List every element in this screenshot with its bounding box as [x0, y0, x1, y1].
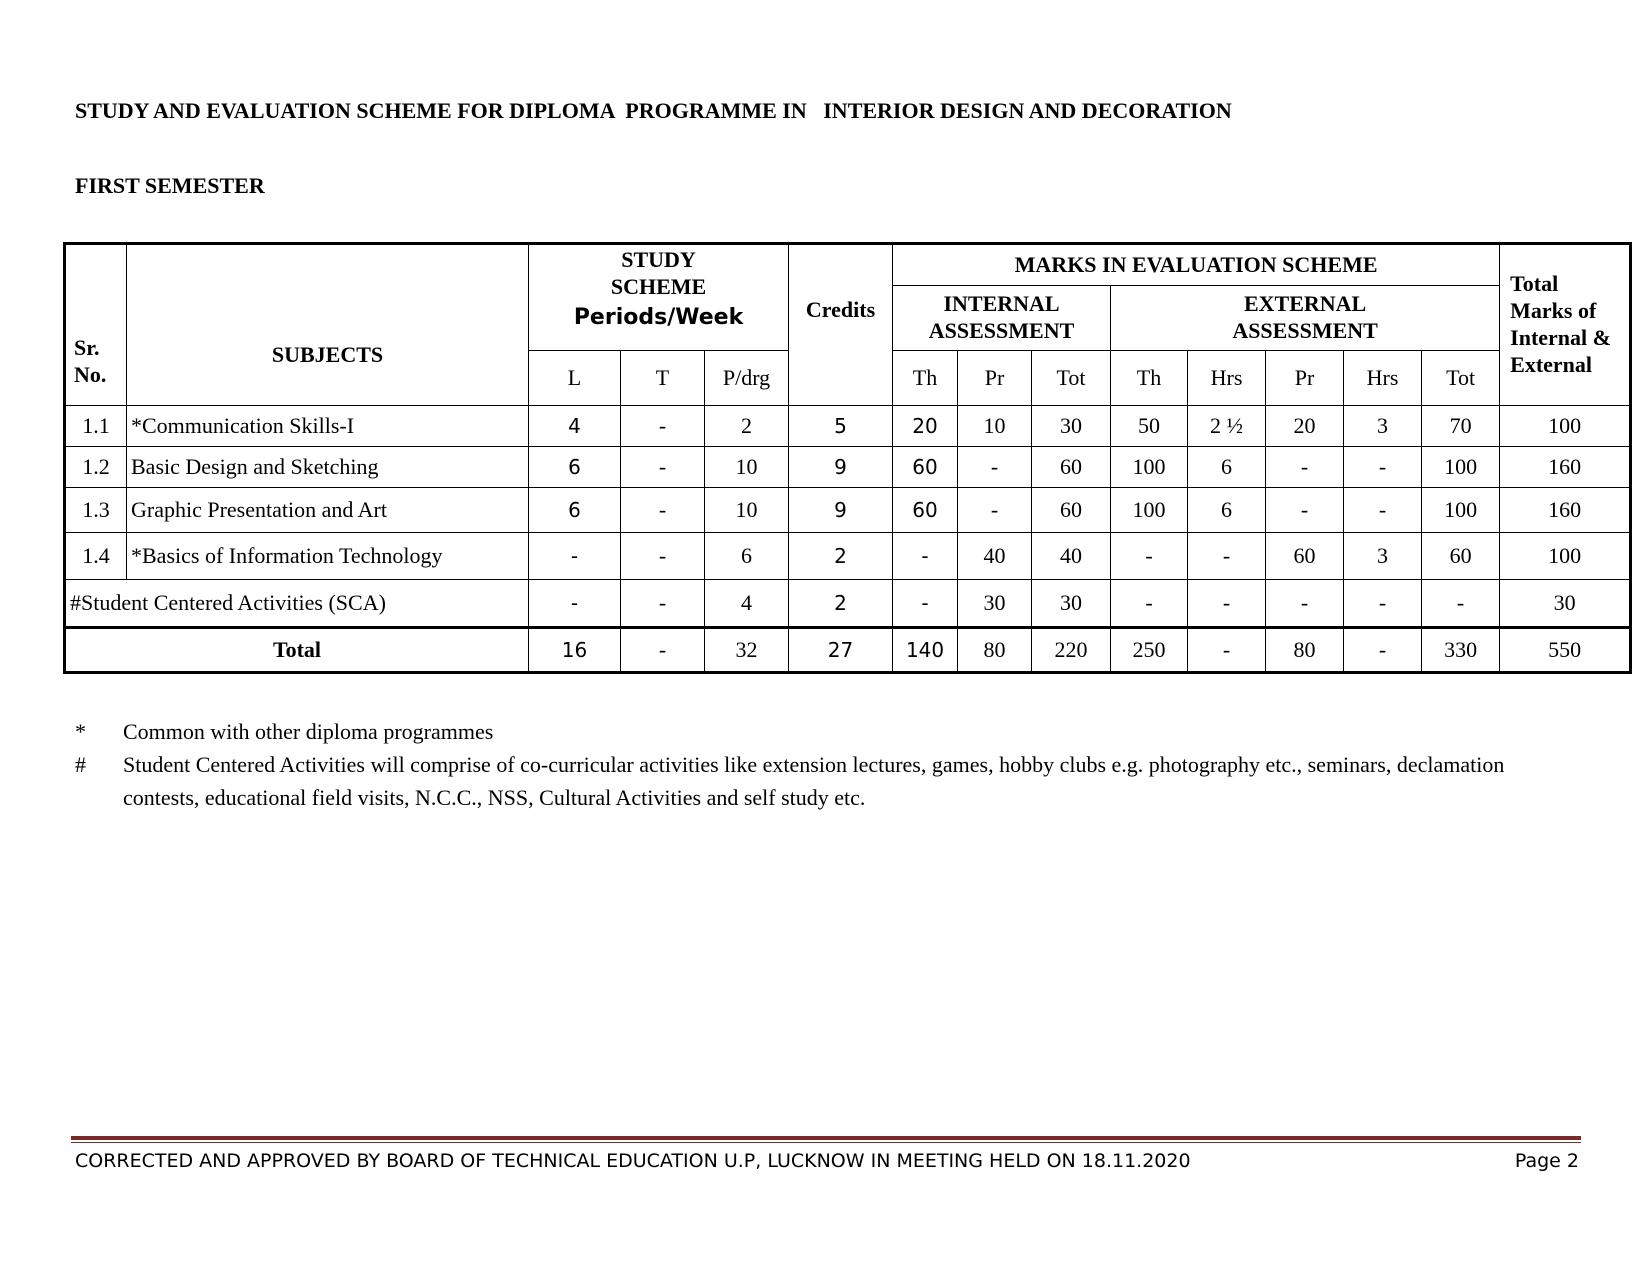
cell-subject: Basic Design and Sketching — [127, 447, 529, 488]
header-credits: Credits — [789, 244, 893, 406]
cell-int-th: - — [893, 580, 958, 628]
header-P: P/drg — [705, 351, 789, 406]
cell-ext-pr: - — [1266, 488, 1344, 533]
header-study-scheme — [529, 244, 789, 351]
cell-P: 10 — [705, 488, 789, 533]
cell-ext-th: 50 — [1111, 406, 1188, 447]
cell-ext-hrs: - — [1344, 447, 1422, 488]
footnote-sca — [75, 748, 1575, 814]
header-ext-th: Th — [1111, 351, 1188, 406]
cell-int-tot: 220 — [1032, 628, 1111, 673]
footnote-mark: * — [75, 719, 86, 744]
cell-total: 160 — [1500, 447, 1631, 488]
evaluation-scheme-table — [63, 242, 1632, 674]
cell-int-th: - — [893, 533, 958, 580]
header-internal-assessment: INTERNAL ASSESSMENT — [893, 286, 1111, 351]
cell-T: - — [621, 488, 705, 533]
header-ext-pr: Pr — [1266, 351, 1344, 406]
header-L: L — [529, 351, 621, 406]
cell-ext-th: - — [1111, 533, 1188, 580]
cell-ext-th: 100 — [1111, 447, 1188, 488]
cell-P: 2 — [705, 406, 789, 447]
header-external-assessment: EXTERNAL ASSESSMENT — [1111, 286, 1500, 351]
footnotes — [75, 715, 1575, 814]
semester-heading: FIRST SEMESTER — [75, 173, 265, 198]
cell-int-tot: 60 — [1032, 447, 1111, 488]
cell-ext-hrs: - — [1188, 533, 1266, 580]
header-T: T — [621, 351, 705, 406]
cell-T: - — [621, 533, 705, 580]
cell-L: 6 — [529, 488, 621, 533]
cell-sr: 1.3 — [65, 488, 127, 533]
header-sr-no: Sr. No. — [65, 244, 127, 406]
cell-credits: 9 — [789, 447, 893, 488]
header-int-tot: Tot — [1032, 351, 1111, 406]
footer-rule-thin — [71, 1142, 1581, 1143]
cell-ext-pr: - — [1266, 447, 1344, 488]
cell-sr: 1.4 — [65, 533, 127, 580]
cell-T: - — [621, 406, 705, 447]
cell-ext-hrs: 3 — [1344, 533, 1422, 580]
cell-ext-th: - — [1111, 580, 1188, 628]
table-row-total — [65, 628, 1631, 673]
footnote-common — [75, 715, 1575, 748]
footer-rule — [71, 1136, 1581, 1140]
cell-int-th: 140 — [893, 628, 958, 673]
cell-credits: 27 — [789, 628, 893, 673]
cell-ext-hrs: - — [1344, 580, 1422, 628]
cell-subject: Graphic Presentation and Art — [127, 488, 529, 533]
cell-P: 4 — [705, 580, 789, 628]
cell-ext-hrs: - — [1344, 488, 1422, 533]
cell-ext-hrs: - — [1188, 580, 1266, 628]
cell-ext-tot: 100 — [1422, 447, 1500, 488]
cell-int-tot: 40 — [1032, 533, 1111, 580]
cell-ext-tot: - — [1422, 580, 1500, 628]
footnote-text: Student Centered Activities will comprise of co-curricular activities like extension lectures, games, hobby clubs e.g. photography etc., seminars, declamation contests, educational field visits, N.C.C., NSS, Cultural Activities and self study etc. — [123, 752, 1505, 810]
cell-int-pr: - — [958, 488, 1032, 533]
table-row — [65, 533, 1631, 580]
cell-int-tot: 60 — [1032, 488, 1111, 533]
cell-L: 16 — [529, 628, 621, 673]
cell-sca-label: #Student Centered Activities (SCA) — [65, 580, 529, 628]
study-scheme-label: STUDY SCHEME — [610, 247, 707, 299]
cell-T: - — [621, 628, 705, 673]
header-ext-hrs: Hrs — [1188, 351, 1266, 406]
cell-ext-hrs: - — [1344, 628, 1422, 673]
footer-approval-text: CORRECTED AND APPROVED BY BOARD OF TECHNICAL EDUCATION U.P, LUCKNOW IN MEETING HELD ON 18.11.2020 — [75, 1150, 1191, 1172]
header-total-marks: Total Marks of Internal & External — [1500, 244, 1631, 406]
cell-int-th: 60 — [893, 447, 958, 488]
cell-ext-th: 100 — [1111, 488, 1188, 533]
cell-int-pr: - — [958, 447, 1032, 488]
header-int-th: Th — [893, 351, 958, 406]
cell-ext-tot: 100 — [1422, 488, 1500, 533]
footnote-mark: # — [75, 752, 86, 777]
cell-P: 10 — [705, 447, 789, 488]
header-subjects: SUBJECTS — [127, 244, 529, 406]
cell-T: - — [621, 447, 705, 488]
cell-ext-hrs: 2 ½ — [1188, 406, 1266, 447]
header-int-pr: Pr — [958, 351, 1032, 406]
cell-total-label: Total — [65, 628, 529, 673]
cell-ext-pr: 20 — [1266, 406, 1344, 447]
cell-total: 100 — [1500, 533, 1631, 580]
header-ext-hrs: Hrs — [1344, 351, 1422, 406]
cell-total: 30 — [1500, 580, 1631, 628]
header-ext-tot: Tot — [1422, 351, 1500, 406]
cell-T: - — [621, 580, 705, 628]
cell-credits: 9 — [789, 488, 893, 533]
table-row — [65, 406, 1631, 447]
cell-total: 550 — [1500, 628, 1631, 673]
cell-int-th: 20 — [893, 406, 958, 447]
table-row-sca — [65, 580, 1631, 628]
table-row — [65, 447, 1631, 488]
cell-total: 160 — [1500, 488, 1631, 533]
cell-P: 32 — [705, 628, 789, 673]
page-number: Page 2 — [1514, 1150, 1579, 1172]
cell-ext-hrs: 6 — [1188, 447, 1266, 488]
header-marks-evaluation: MARKS IN EVALUATION SCHEME — [893, 244, 1500, 286]
cell-ext-th: 250 — [1111, 628, 1188, 673]
cell-total: 100 — [1500, 406, 1631, 447]
cell-credits: 2 — [789, 533, 893, 580]
cell-L: 4 — [529, 406, 621, 447]
periods-week-label: Periods/Week — [573, 304, 744, 330]
cell-ext-hrs: 3 — [1344, 406, 1422, 447]
cell-int-pr: 40 — [958, 533, 1032, 580]
cell-int-pr: 80 — [958, 628, 1032, 673]
cell-ext-hrs: - — [1188, 628, 1266, 673]
cell-credits: 5 — [789, 406, 893, 447]
cell-int-tot: 30 — [1032, 406, 1111, 447]
cell-ext-tot: 60 — [1422, 533, 1500, 580]
cell-subject: *Communication Skills-I — [127, 406, 529, 447]
cell-ext-tot: 330 — [1422, 628, 1500, 673]
cell-ext-pr: 80 — [1266, 628, 1344, 673]
footnote-text: Common with other diploma programmes — [123, 719, 494, 744]
cell-subject: *Basics of Information Technology — [127, 533, 529, 580]
document-title: STUDY AND EVALUATION SCHEME FOR DIPLOMA PROGRAMME IN INTERIOR DESIGN AND DECORATION — [75, 98, 1232, 123]
table-row — [65, 488, 1631, 533]
cell-int-pr: 30 — [958, 580, 1032, 628]
cell-sr: 1.2 — [65, 447, 127, 488]
cell-sr: 1.1 — [65, 406, 127, 447]
cell-P: 6 — [705, 533, 789, 580]
cell-L: - — [529, 580, 621, 628]
header-row-top — [65, 244, 1631, 286]
cell-L: 6 — [529, 447, 621, 488]
cell-int-pr: 10 — [958, 406, 1032, 447]
cell-credits: 2 — [789, 580, 893, 628]
cell-ext-hrs: 6 — [1188, 488, 1266, 533]
cell-ext-pr: 60 — [1266, 533, 1344, 580]
cell-ext-tot: 70 — [1422, 406, 1500, 447]
cell-int-tot: 30 — [1032, 580, 1111, 628]
cell-int-th: 60 — [893, 488, 958, 533]
cell-ext-pr: - — [1266, 580, 1344, 628]
cell-L: - — [529, 533, 621, 580]
